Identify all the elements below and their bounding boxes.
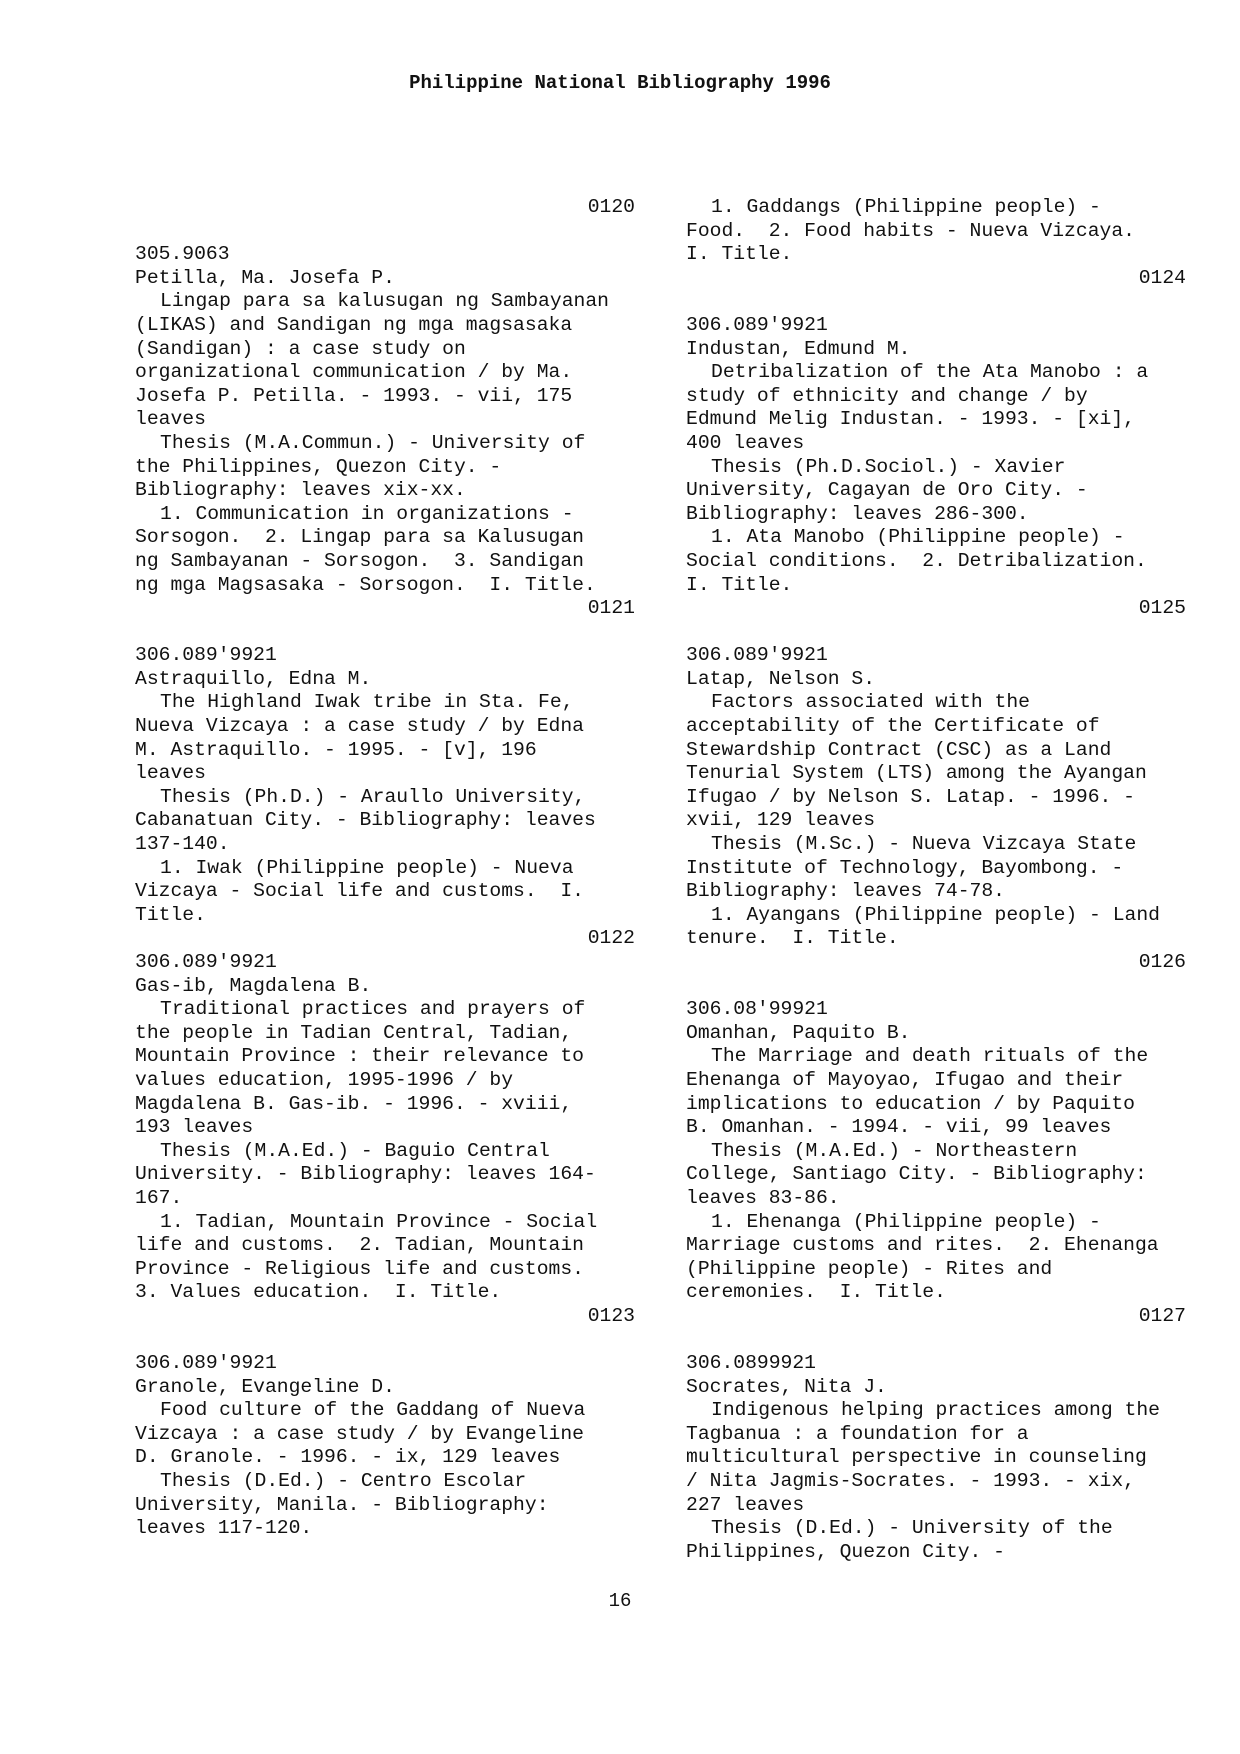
entry-text-line: 227 leaves	[686, 1493, 805, 1516]
entry-text-line: 306.089'9921	[686, 644, 828, 667]
entry-text-line: Vizcaya - Social life and customs. I.	[135, 880, 584, 903]
blank-line	[135, 621, 635, 645]
entry-text-line: 1. Tadian, Mountain Province - Social	[160, 1210, 598, 1233]
entry-text-line: Thesis (M.A.Ed.) - Baguio Central	[160, 1139, 550, 1162]
entry-text-line: (LIKAS) and Sandigan ng mga magsasaka	[135, 313, 573, 336]
entry-text-line: Thesis (M.Sc.) - Nueva Vizcaya State	[711, 833, 1137, 856]
entry-text-line: Omanhan, Paquito B.	[686, 1021, 911, 1044]
entry-text-line: Ifugao / by Nelson S. Latap. - 1996. -	[686, 785, 1135, 808]
entry-text-line: 3. Values education. I. Title.	[135, 1281, 502, 1304]
entry-number: 0123	[587, 1304, 635, 1327]
entry-text-line: 305.9063	[135, 243, 230, 266]
entry-text-line: (Philippine people) - Rites and	[686, 1257, 1053, 1280]
entry-text-line: Marriage customs and rites. 2. Ehenanga	[686, 1234, 1159, 1257]
entry-text-line: Institute of Technology, Bayombong. -	[686, 856, 1124, 879]
entry-text-line: ceremonies. I. Title.	[686, 1281, 946, 1304]
entry-text-line: Sorsogon. 2. Lingap para sa Kalusugan	[135, 526, 584, 549]
entry-text-line: University, Cagayan de Oro City. -	[686, 479, 1088, 502]
blank-line	[135, 1329, 635, 1353]
entry-text-line: Province - Religious life and customs.	[135, 1257, 584, 1280]
entry-text-line: B. Omanhan. - 1994. - vii, 99 leaves	[686, 1116, 1112, 1139]
entry-text-line: 306.0899921	[686, 1352, 816, 1375]
entry-text-line: Magdalena B. Gas-ib. - 1996. - xviii,	[135, 1092, 573, 1115]
entry-text-line: Thesis (M.A.Ed.) - Northeastern	[711, 1139, 1078, 1162]
entry-text-line: Thesis (Ph.D.Sociol.) - Xavier	[711, 455, 1066, 478]
entry-text-line: Thesis (D.Ed.) - University of the	[711, 1517, 1113, 1540]
entry-text-line: Vizcaya : a case study / by Evangeline	[135, 1422, 584, 1445]
entry-text-line: Granole, Evangeline D.	[135, 1375, 395, 1398]
entry-text-line: Astraquillo, Edna M.	[135, 667, 372, 690]
entry-text-line: Mountain Province : their relevance to	[135, 1045, 584, 1068]
entry-text-line: Food. 2. Food habits - Nueva Vizcaya.	[686, 219, 1135, 242]
entry-text-line: Tenurial System (LTS) among the Ayangan	[686, 762, 1147, 785]
entry-text-line: 1. Ehenanga (Philippine people) -	[711, 1210, 1101, 1233]
entry-text-line: 400 leaves	[686, 431, 805, 454]
entry-text-line: 1. Ata Manobo (Philippine people) -	[711, 526, 1125, 549]
left-column	[135, 196, 635, 1541]
entry-text-line: acceptability of the Certificate of	[686, 715, 1100, 738]
entry-text-line: 1. Ayangans (Philippine people) - Land	[711, 903, 1160, 926]
entry-text-line: D. Granole. - 1996. - ix, 129 leaves	[135, 1446, 561, 1469]
entry-text-line: xvii, 129 leaves	[686, 809, 876, 832]
entry-text-line: 306.08'99921	[686, 998, 828, 1021]
entry-text-line: Stewardship Contract (CSC) as a Land	[686, 738, 1112, 761]
entry-text-line: I. Title.	[686, 243, 793, 266]
entry-number: 0124	[1138, 266, 1186, 289]
entry-text-line: Socrates, Nita J.	[686, 1375, 887, 1398]
entry-text-line: the Philippines, Quezon City. -	[135, 455, 502, 478]
entry-text-line: organizational communication / by Ma.	[135, 361, 573, 384]
entry-text-line: ng Sambayanan - Sorsogon. 3. Sandigan	[135, 549, 584, 572]
entry-text-line: Bibliography: leaves 286-300.	[686, 502, 1029, 525]
entry-text-line: Traditional practices and prayers of	[160, 998, 586, 1021]
entry-text-line: 167.	[135, 1186, 183, 1209]
entry-text-line: Thesis (D.Ed.) - Centro Escolar	[160, 1470, 527, 1493]
entry-number: 0122	[587, 927, 635, 950]
entry-number: 0127	[1138, 1304, 1186, 1327]
entry-text-line: Factors associated with the	[711, 691, 1030, 714]
entry-text-line: 1. Communication in organizations -	[160, 502, 574, 525]
entry-text-line: leaves 117-120.	[135, 1517, 313, 1540]
entry-text-line: 306.089'9921	[135, 644, 277, 667]
right-column	[686, 196, 1186, 1564]
entry-text-line: Josefa P. Petilla. - 1993. - vii, 175	[135, 384, 573, 407]
entry-number: 0121	[587, 597, 635, 620]
blank-line	[686, 1329, 1186, 1353]
entry-text-line: Cabanatuan City. - Bibliography: leaves	[135, 809, 596, 832]
blank-line	[686, 290, 1186, 314]
entry-text-line: Bibliography: leaves 74-78.	[686, 880, 1005, 903]
entry-text-line: Social conditions. 2. Detribalization.	[686, 549, 1147, 572]
blank-line	[686, 975, 1186, 999]
entry-text-line: Bibliography: leaves xix-xx.	[135, 479, 466, 502]
entry-text-line: University. - Bibliography: leaves 164-	[135, 1163, 596, 1186]
entry-number: 0120	[587, 196, 635, 218]
entry-text-line: Food culture of the Gaddang of Nueva	[160, 1399, 586, 1422]
page-header-title: Philippine National Bibliography 1996	[409, 72, 831, 94]
entry-text-line: Petilla, Ma. Josefa P.	[135, 266, 395, 289]
entry-text-line: the people in Tadian Central, Tadian,	[135, 1021, 573, 1044]
entry-text-line: study of ethnicity and change / by	[686, 384, 1088, 407]
entry-text-line: tenure. I. Title.	[686, 927, 899, 950]
entry-number: 0126	[1138, 951, 1186, 973]
entry-text-line: Industan, Edmund M.	[686, 337, 911, 360]
entry-text-line: The Highland Iwak tribe in Sta. Fe,	[160, 691, 574, 714]
entry-text-line: Latap, Nelson S.	[686, 667, 876, 690]
entry-text-line: Tagbanua : a foundation for a	[686, 1422, 1029, 1445]
entry-text-line: life and customs. 2. Tadian, Mountain	[135, 1234, 584, 1257]
entry-text-line: College, Santiago City. - Bibliography:	[686, 1163, 1147, 1186]
entry-text-line: The Marriage and death rituals of the	[711, 1045, 1149, 1068]
entry-text-line: University, Manila. - Bibliography:	[135, 1493, 549, 1516]
entry-text-line: Nueva Vizcaya : a case study / by Edna	[135, 715, 584, 738]
entry-text-line: 306.089'9921	[135, 1352, 277, 1375]
entry-text-line: leaves	[135, 762, 206, 785]
entry-number: 0125	[1138, 597, 1186, 620]
entry-text-line: multicultural perspective in counseling	[686, 1446, 1147, 1469]
entry-text-line: Thesis (Ph.D.) - Araullo University,	[160, 785, 586, 808]
blank-line	[686, 621, 1186, 645]
entry-text-line: 193 leaves	[135, 1116, 254, 1139]
entry-text-line: Indigenous helping practices among the	[711, 1399, 1160, 1422]
entry-text-line: M. Astraquillo. - 1995. - [v], 196	[135, 738, 537, 761]
entry-text-line: 306.089'9921	[135, 951, 277, 973]
entry-text-line: Gas-ib, Magdalena B.	[135, 974, 372, 997]
entry-text-line: Thesis (M.A.Commun.) - University of	[160, 431, 586, 454]
entry-text-line: I. Title.	[686, 573, 793, 596]
blank-line	[135, 220, 635, 244]
entry-text-line: Lingap para sa kalusugan ng Sambayanan	[160, 290, 609, 313]
entry-text-line: values education, 1995-1996 / by	[135, 1068, 514, 1091]
entry-text-line: / Nita Jagmis-Socrates. - 1993. - xix,	[686, 1470, 1135, 1493]
entry-text-line: leaves 83-86.	[686, 1186, 840, 1209]
entry-text-line: Philippines, Quezon City. -	[686, 1540, 1005, 1563]
entry-text-line: 1. Gaddangs (Philippine people) -	[711, 196, 1101, 218]
entry-text-line: Title.	[135, 903, 206, 926]
entry-text-line: leaves	[135, 408, 206, 431]
page-number: 16	[608, 1590, 632, 1612]
entry-text-line: Detribalization of the Ata Manobo : a	[711, 361, 1149, 384]
entry-text-line: 137-140.	[135, 833, 230, 856]
entry-text-line: Ehenanga of Mayoyao, Ifugao and their	[686, 1068, 1124, 1091]
entry-text-line: ng mga Magsasaka - Sorsogon. I. Title.	[135, 573, 596, 596]
entry-text-line: (Sandigan) : a case study on	[135, 337, 466, 360]
entry-text-line: implications to education / by Paquito	[686, 1092, 1135, 1115]
entry-text-line: 1. Iwak (Philippine people) - Nueva	[160, 856, 574, 879]
entry-text-line: 306.089'9921	[686, 313, 828, 336]
entry-text-line: Edmund Melig Industan. - 1993. - [xi],	[686, 408, 1135, 431]
